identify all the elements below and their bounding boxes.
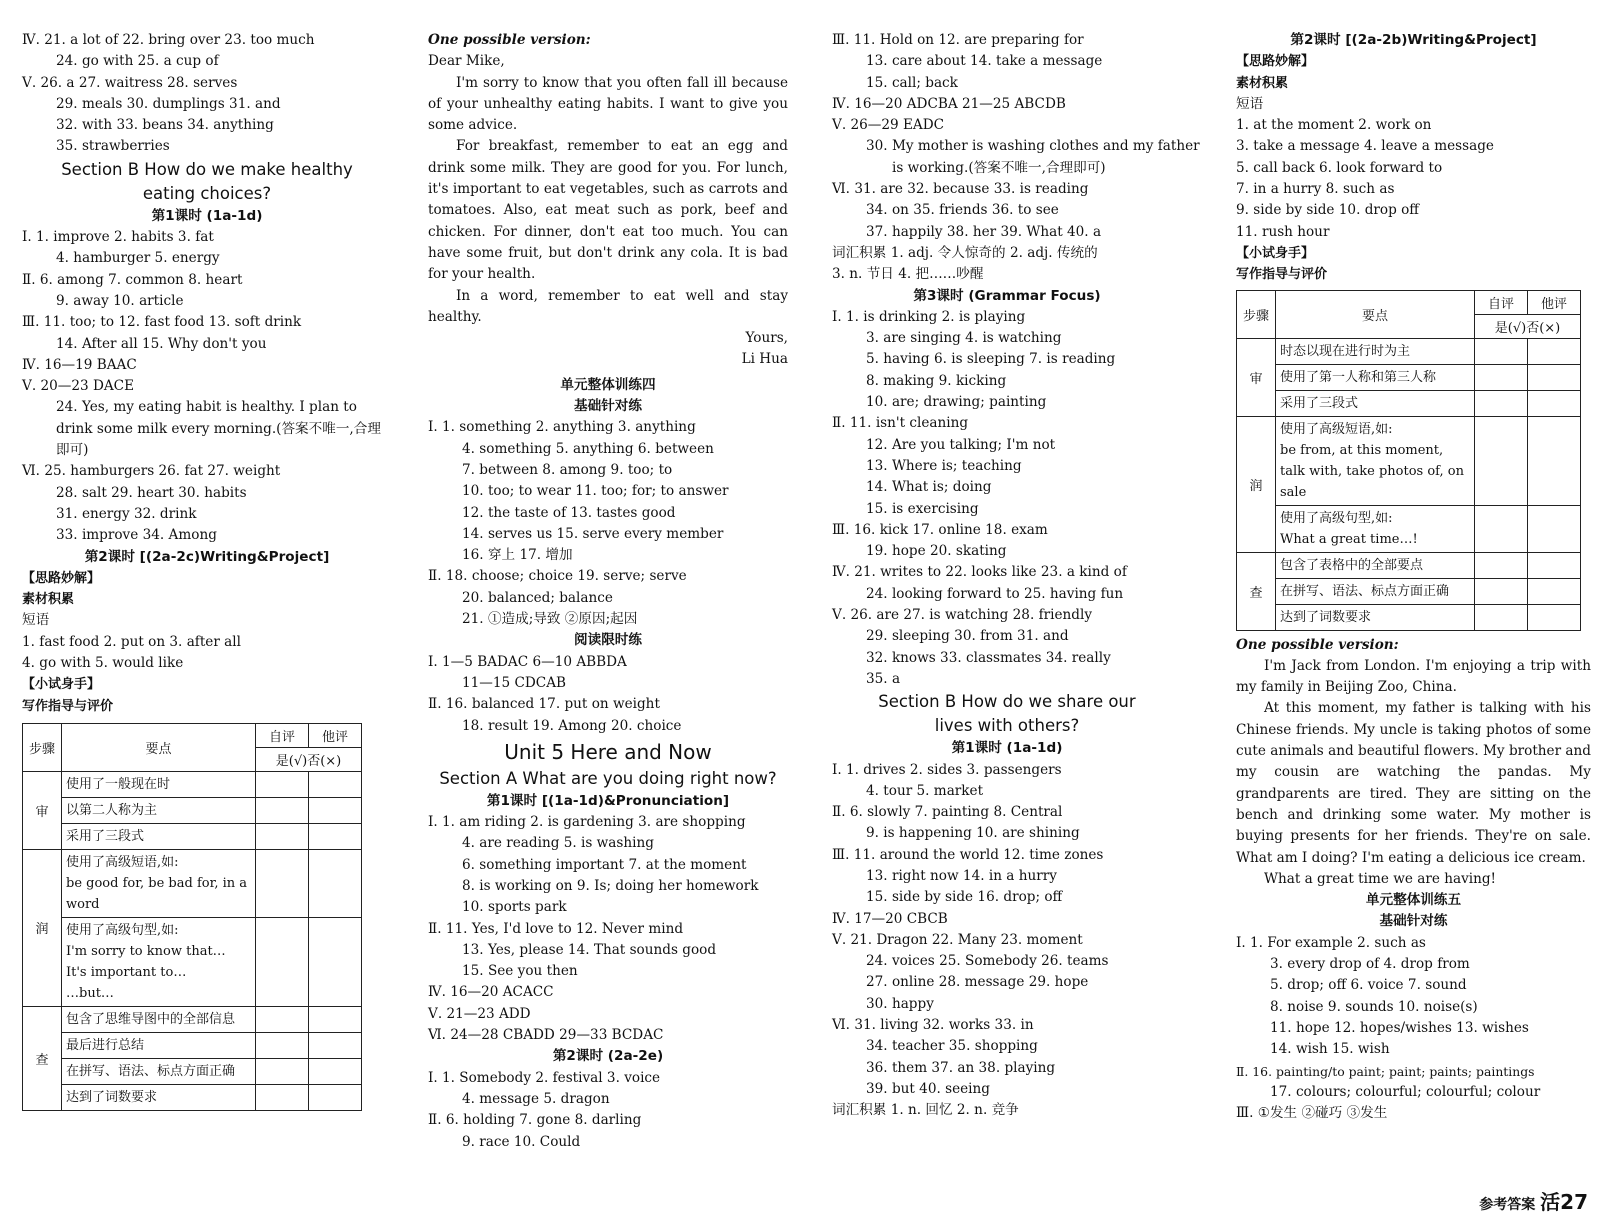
answer-line: Ⅱ. 11. isn't cleaning (832, 415, 969, 432)
answer-line: 12. Are you talking; I'm not (866, 436, 1056, 453)
answer-line: 9. side by side 10. drop off (1236, 202, 1419, 219)
answer-line: Ⅵ. 31. living 32. works 33. in (832, 1017, 1034, 1034)
answer-line: 39. but 40. seeing (866, 1080, 990, 1097)
table-point: 在拼写、语法、标点方面正确 (62, 1058, 256, 1084)
answer-line: Ⅰ. 1. Somebody 2. festival 3. voice (428, 1069, 661, 1086)
table-point: 采用了三段式 (62, 823, 256, 849)
answer-line: Ⅱ. 18. choose; choice 19. serve; serve (428, 568, 687, 585)
answer-line: 11—15 CDCAB (462, 674, 567, 691)
table-point: 以第二人称为主 (62, 797, 256, 823)
answer-line: 4. tour 5. market (866, 782, 984, 799)
vocab-line: 词汇积累 1. n. 回忆 2. n. 竞争 (832, 1102, 1019, 1119)
table-point: 使用了一般现在时 (62, 771, 256, 797)
answer-line: 9. is happening 10. are shining (866, 825, 1080, 842)
table-header-step: 步骤 (23, 723, 62, 771)
lesson-heading: 第2课时 (2a-2e) (552, 1048, 664, 1065)
answer-line: 8. noise 9. sounds 10. noise(s) (1270, 998, 1478, 1015)
table-header-yesno: 是(√)否(×) (256, 747, 362, 771)
answer-line: 32. with 33. beans 34. anything (56, 117, 274, 134)
essay-paragraph: At this moment, my father is talking with his Chinese friends. My uncle is taking photos of some cute animals and beautiful flowers. My brother and my cousin are watching the pandas. My grandparents are tired. They are sitting on the bench and drinking some water. My mother is buying presents for her friends. They're on sale. What am I doing? I'm eating a delicious ice cream. (1236, 700, 1591, 866)
answer-line: 3. take a message 4. leave a message (1236, 138, 1494, 155)
evaluation-table (1236, 290, 1581, 631)
answer-line: 12. the taste of 13. tastes good (462, 504, 676, 521)
answer-line: 4. something 5. anything 6. between (462, 440, 714, 457)
answer-line: Ⅰ. 1—5 BADAC 6—10 ABBDA (428, 653, 627, 670)
answer-line: Ⅳ. 21. writes to 22. looks like 23. a kind of (832, 564, 1127, 581)
tag-heading: 【小试身手】 (22, 677, 101, 693)
section-title: Section B How do we make healthy (61, 159, 353, 179)
table-point: 在拼写、语法、标点方面正确 (1276, 578, 1475, 604)
table-point: 使用了高级句型,如: What a great time…! (1276, 505, 1475, 552)
table-point: 采用了三段式 (1276, 390, 1475, 416)
table-header-self: 自评 (256, 723, 309, 747)
answer-line: Ⅵ. 31. are 32. because 33. is reading (832, 181, 1089, 198)
table-header-points: 要点 (1276, 290, 1475, 338)
tag-heading: 【思路妙解】 (1236, 54, 1315, 70)
answer-line: 24. looking forward to 25. having fun (866, 585, 1124, 602)
answer-line: 4. hamburger 5. energy (56, 250, 220, 267)
column-4 (1236, 30, 1591, 1124)
answer-line: Ⅴ. 26—29 EADC (832, 117, 945, 134)
sub-heading: 短语 (22, 612, 50, 629)
answer-line: 13. Yes, please 14. That sounds good (462, 941, 717, 958)
version-label: One possible version: (428, 32, 591, 48)
answer-line: 30. happy (866, 995, 934, 1012)
answer-line: 4. are reading 5. is washing (462, 835, 654, 852)
table-header-yesno: 是(√)否(×) (1475, 314, 1581, 338)
answer-line: 11. hope 12. hopes/wishes 13. wishes (1270, 1019, 1529, 1036)
answer-line: 32. knows 33. classmates 34. really (866, 649, 1111, 666)
answer-line: Ⅰ. 1. drives 2. sides 3. passengers (832, 761, 1062, 778)
group-label: 审 (23, 771, 62, 849)
sub-heading: 阅读限时练 (574, 632, 642, 649)
answer-line: 17. colours; colourful; colourful; colour (1270, 1083, 1541, 1100)
sub-heading: 素材积累 (1236, 75, 1289, 91)
lesson-heading: 第1课时 (1a-1d) (951, 740, 1063, 757)
group-label: 查 (1237, 552, 1276, 630)
answer-line: Ⅴ. 21—23 ADD (428, 1005, 531, 1022)
answer-line: 3. are singing 4. is watching (866, 330, 1062, 347)
answer-line: Ⅰ. 1. improve 2. habits 3. fat (22, 229, 214, 246)
group-label: 润 (23, 849, 62, 1006)
answer-line: Ⅵ. 25. hamburgers 26. fat 27. weight (22, 463, 281, 480)
answer-line: Ⅳ. 16—20 ADCBA 21—25 ABCDB (832, 95, 1066, 112)
answer-line: 15. See you then (462, 963, 578, 980)
answer-line: 29. meals 30. dumplings 31. and (56, 95, 281, 112)
answer-line: 5. having 6. is sleeping 7. is reading (866, 351, 1116, 368)
letter-paragraph: For breakfast, remember to eat an egg and drink some milk. They are good for you. For lunch, it's important to eat vegetables, such as carrots and tomatoes. Also, eat meat such as pork, beef and chicken. For dinner, don't eat too much. You can have some fruit, but don't drink any cola. It is bad for your health. (428, 138, 788, 283)
answer-line: 6. something important 7. at the moment (462, 856, 747, 873)
answer-line: 9. away 10. article (56, 292, 184, 309)
answer-line: Ⅳ. 21. a lot of 22. bring over 23. too much (22, 32, 315, 48)
answer-line: Ⅰ. 1. something 2. anything 3. anything (428, 419, 696, 436)
answer-line: 14. After all 15. Why don't you (56, 335, 267, 352)
answer-line: 34. teacher 35. shopping (866, 1038, 1038, 1055)
answer-line: 35. a (866, 670, 901, 687)
lesson-heading: 第2课时 [(2a-2c)Writing&Project] (84, 548, 330, 565)
answer-line: 11. rush hour (1236, 223, 1330, 240)
answer-line: 31. energy 32. drink (56, 505, 197, 522)
answer-line: Ⅲ. 11. too; to 12. fast food 13. soft drink (22, 314, 302, 331)
lesson-heading: 第1课时 [(1a-1d)&Pronunciation] (486, 792, 730, 809)
answer-line: 13. right now 14. in a hurry (866, 867, 1057, 884)
letter-greeting: Dear Mike, (428, 53, 505, 70)
table-point: 使用了高级句型,如: I'm sorry to know that… It's important to… …but… (62, 917, 256, 1006)
table-point: 最后进行总结 (62, 1032, 256, 1058)
answer-line: Ⅲ. 11. around the world 12. time zones (832, 846, 1104, 863)
answer-line: 13. Where is; teaching (866, 457, 1022, 474)
sub-heading: 素材积累 (22, 592, 75, 608)
answer-line: 1. at the moment 2. work on (1236, 117, 1432, 134)
answer-line: 10. sports park (462, 899, 567, 916)
answer-line: 3. every drop of 4. drop from (1270, 956, 1470, 973)
vocab-line: 3. n. 节日 4. 把……吵醒 (832, 266, 984, 283)
letter-paragraph: In a word, remember to eat well and stay healthy. (428, 287, 788, 325)
answer-line: 4. go with 5. would like (22, 655, 184, 672)
answer-line: 24. voices 25. Somebody 26. teams (866, 953, 1109, 970)
answer-line: 27. online 28. message 29. hope (866, 974, 1089, 991)
answer-line: 34. on 35. friends 36. to see (866, 202, 1059, 219)
answer-line: 33. improve 34. Among (56, 527, 217, 544)
answer-line: 10. are; drawing; painting (866, 394, 1047, 411)
answer-line: Ⅳ. 17—20 CBCB (832, 910, 948, 927)
section-title-cont: eating choices? (142, 183, 272, 203)
column-2 (428, 30, 788, 1153)
vocab-line: 词汇积累 1. adj. 令人惊奇的 2. adj. 传统的 (832, 244, 1098, 261)
answer-line: 15. call; back (866, 74, 958, 91)
table-header-peer: 他评 (309, 723, 362, 747)
page-number-value: 活27 (1540, 1190, 1588, 1214)
group-label: 审 (1237, 338, 1276, 416)
lesson-heading: 第3课时 (Grammar Focus) (913, 287, 1101, 304)
answer-line-long: 24. Yes, my eating habit is healthy. I plan to drink some milk every morning.(答案不唯一,合理即可) (56, 399, 381, 459)
answer-line: Ⅱ. 6. among 7. common 8. heart (22, 271, 243, 288)
section-title-cont: lives with others? (934, 716, 1080, 736)
table-header-self: 自评 (1475, 290, 1528, 314)
answer-line: Ⅲ. ①发生 ②碰巧 ③发生 (1236, 1105, 1388, 1122)
tag-heading: 【思路妙解】 (22, 570, 101, 586)
answer-line: 9. race 10. Could (462, 1133, 581, 1150)
answer-line: 24. go with 25. a cup of (56, 53, 219, 70)
table-header-peer: 他评 (1528, 290, 1581, 314)
answer-line: 30. My mother is washing clothes and my father (866, 138, 1200, 155)
answer-line: 7. between 8. among 9. too; to (462, 461, 673, 478)
answer-line: Ⅱ. 11. Yes, I'd love to 12. Never mind (428, 920, 684, 937)
essay-paragraph: I'm Jack from London. I'm enjoying a trip with my family in Beijing Zoo, China. (1236, 657, 1591, 696)
answer-line: 5. call back 6. look forward to (1236, 159, 1443, 176)
answer-line: 29. sleeping 30. from 31. and (866, 628, 1069, 645)
answer-line: 13. care about 14. take a message (866, 53, 1103, 70)
answer-line: Ⅴ. 21. Dragon 22. Many 23. moment (832, 931, 1083, 948)
answer-line: 21. ①造成;导致 ②原因;起因 (462, 611, 638, 628)
answer-line: Ⅴ. 20—23 DACE (22, 378, 135, 395)
letter-signature: Li Hua (741, 351, 788, 368)
answer-line: 7. in a hurry 8. such as (1236, 181, 1395, 198)
answer-line: 36. them 37. an 38. playing (866, 1059, 1056, 1076)
table-point: 包含了思维导图中的全部信息 (62, 1006, 256, 1032)
lesson-heading: 第1课时 (1a-1d) (151, 207, 263, 224)
essay-paragraph: What a great time we are having! (1264, 870, 1497, 887)
answer-line: 28. salt 29. heart 30. habits (56, 484, 247, 501)
answer-line: 1. fast food 2. put on 3. after all (22, 633, 241, 650)
table-point: 使用了第一人称和第三人称 (1276, 364, 1475, 390)
version-label: One possible version: (1236, 636, 1399, 653)
answer-line: Ⅴ. 26. a 27. waitress 28. serves (22, 74, 238, 91)
sub-heading: 写作指导与评价 (1236, 267, 1328, 283)
section-title: Section B How do we share our (878, 692, 1136, 712)
sub-heading: 短语 (1236, 95, 1264, 112)
table-point: 达到了词数要求 (1276, 604, 1475, 630)
letter-paragraph: I'm sorry to know that you often fall ill because of your unhealthy eating habits. I want to give you some advice. (428, 74, 788, 134)
answer-line: Ⅱ. 16. balanced 17. put on weight (428, 696, 660, 713)
column-1 (22, 30, 392, 1111)
answer-line: is working.(答案不唯一,合理即可) (892, 159, 1106, 176)
answer-line: 15. side by side 16. drop; off (866, 889, 1063, 906)
table-point: 时态以现在进行时为主 (1276, 338, 1475, 364)
answer-line: 8. making 9. kicking (866, 372, 1007, 389)
answer-line: 5. drop; off 6. voice 7. sound (1270, 977, 1467, 994)
answer-line: Ⅲ. 16. kick 17. online 18. exam (832, 521, 1048, 538)
unit-exercise-title: 单元整体训练五 (1365, 892, 1462, 909)
answer-line: Ⅰ. 1. For example 2. such as (1236, 934, 1426, 951)
answer-line: 15. is exercising (866, 500, 979, 517)
answer-line: Ⅰ. 1. is drinking 2. is playing (832, 308, 1026, 325)
answer-line: 14. wish 15. wish (1270, 1041, 1390, 1058)
answer-line: 4. message 5. dragon (462, 1090, 610, 1107)
answer-line: 20. balanced; balance (462, 589, 613, 606)
answer-line: Ⅵ. 24—28 CBADD 29—33 BCDAC (428, 1027, 664, 1044)
lesson-heading: 第2课时 [(2a-2b)Writing&Project] (1290, 32, 1537, 48)
table-point: 使用了高级短语,如: be good for, be bad for, in a word (62, 849, 256, 917)
letter-closing: Yours, (745, 330, 788, 347)
answer-line: 19. hope 20. skating (866, 543, 1007, 560)
answer-line: 8. is working on 9. Is; doing her homework (462, 877, 759, 894)
answer-line: Ⅴ. 26. are 27. is watching 28. friendly (832, 607, 1092, 624)
answer-line: 16. 穿上 17. 增加 (462, 547, 573, 564)
group-label: 润 (1237, 416, 1276, 552)
table-header-step: 步骤 (1237, 290, 1276, 338)
answer-line: Ⅲ. 11. Hold on 12. are preparing for (832, 32, 1084, 48)
evaluation-table (22, 723, 362, 1111)
sub-heading: 基础针对练 (1379, 913, 1448, 930)
tag-heading: 【小试身手】 (1236, 245, 1315, 261)
answer-line: Ⅳ. 16—19 BAAC (22, 356, 137, 373)
sub-heading: 基础针对练 (574, 398, 642, 415)
answer-line: 35. strawberries (56, 138, 170, 155)
answer-line: Ⅱ. 6. slowly 7. painting 8. Central (832, 804, 1063, 821)
group-label: 查 (23, 1006, 62, 1110)
answer-line: 18. result 19. Among 20. choice (462, 717, 682, 734)
answer-line: Ⅱ. 16. painting/to paint; paint; paints; paintings (1236, 1063, 1535, 1079)
page-label: 参考答案 (1479, 1197, 1536, 1213)
table-point: 使用了高级短语,如: be from, at this moment, talk with, take photos of, on sale (1276, 416, 1475, 505)
section-title: Section A What are you doing right now? (439, 768, 777, 788)
unit-title: Unit 5 Here and Now (504, 739, 712, 764)
page-number (1479, 1186, 1588, 1215)
answer-line: Ⅳ. 16—20 ACACC (428, 984, 554, 1001)
answer-line: 37. happily 38. her 39. What 40. a (866, 223, 1102, 240)
answer-line: 10. too; to wear 11. too; for; to answer (462, 483, 729, 500)
table-header-points: 要点 (62, 723, 256, 771)
sub-heading: 写作指导与评价 (22, 698, 114, 714)
table-point: 包含了表格中的全部要点 (1276, 552, 1475, 578)
column-3 (832, 30, 1200, 1122)
answer-line: Ⅰ. 1. am riding 2. is gardening 3. are shopping (428, 814, 746, 831)
unit-exercise-title: 单元整体训练四 (560, 376, 656, 393)
answer-line: Ⅱ. 6. holding 7. gone 8. darling (428, 1112, 642, 1129)
answer-line: 14. serves us 15. serve every member (462, 525, 724, 542)
answer-line: 14. What is; doing (866, 479, 992, 496)
table-point: 达到了词数要求 (62, 1084, 256, 1110)
